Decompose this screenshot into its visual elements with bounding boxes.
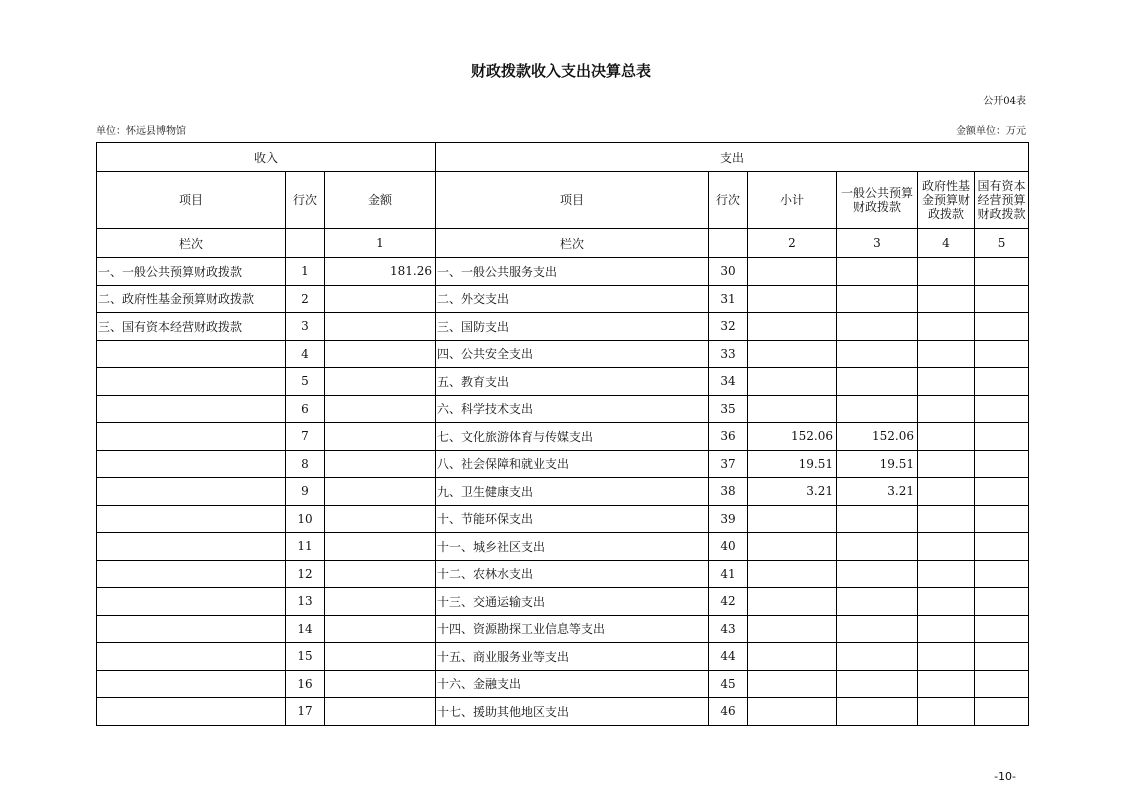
table-row <box>97 313 1029 341</box>
state-capital-cell <box>975 395 1029 423</box>
subtotal-cell <box>748 615 837 643</box>
unit-name: 单位：怀远县博物馆 <box>96 126 186 137</box>
header-row-no: 行次 <box>286 172 325 229</box>
general-budget-cell <box>837 560 918 588</box>
expense-row-no-cell: 46 <box>709 698 748 726</box>
income-item-cell <box>97 670 286 698</box>
expense-row-no-cell: 44 <box>709 643 748 671</box>
state-capital-cell <box>975 505 1029 533</box>
income-item-cell <box>97 395 286 423</box>
income-amount-cell <box>325 340 436 368</box>
general-budget-cell <box>837 368 918 396</box>
expense-item-cell: 十一、城乡社区支出 <box>436 533 709 561</box>
income-item-cell <box>97 560 286 588</box>
state-capital-cell <box>975 340 1029 368</box>
table-body <box>97 258 1029 726</box>
expense-row-no-cell: 45 <box>709 670 748 698</box>
expense-row-no-cell: 37 <box>709 450 748 478</box>
table-row <box>97 285 1029 313</box>
income-row-no-cell: 5 <box>286 368 325 396</box>
col-blank <box>286 229 325 258</box>
income-item-cell <box>97 533 286 561</box>
income-item-cell <box>97 615 286 643</box>
general-budget-cell <box>837 588 918 616</box>
general-budget-cell <box>837 340 918 368</box>
income-amount-cell <box>325 643 436 671</box>
general-budget-cell: 3.21 <box>837 478 918 506</box>
income-amount-cell <box>325 560 436 588</box>
table-row <box>97 698 1029 726</box>
header-amount: 金额 <box>325 172 436 229</box>
expense-item-cell: 八、社会保障和就业支出 <box>436 450 709 478</box>
section-header-row <box>97 143 1029 172</box>
subtotal-cell <box>748 368 837 396</box>
general-budget-cell <box>837 533 918 561</box>
income-row-no-cell: 6 <box>286 395 325 423</box>
income-amount-cell <box>325 368 436 396</box>
table-row <box>97 450 1029 478</box>
column-header-row <box>97 172 1029 229</box>
subtotal-cell: 3.21 <box>748 478 837 506</box>
expense-item-cell: 十七、援助其他地区支出 <box>436 698 709 726</box>
table-row <box>97 258 1029 286</box>
gov-fund-cell <box>918 670 975 698</box>
expense-item-cell: 五、教育支出 <box>436 368 709 396</box>
table-row <box>97 615 1029 643</box>
general-budget-cell <box>837 285 918 313</box>
col-blank <box>709 229 748 258</box>
income-row-no-cell: 13 <box>286 588 325 616</box>
income-item-cell: 二、政府性基金预算财政拨款 <box>97 285 286 313</box>
header-subtotal: 小计 <box>748 172 837 229</box>
subtotal-cell: 152.06 <box>748 423 837 451</box>
table-row <box>97 560 1029 588</box>
budget-table <box>96 142 1029 726</box>
col-1: 1 <box>325 229 436 258</box>
expense-item-cell: 四、公共安全支出 <box>436 340 709 368</box>
expense-row-no-cell: 30 <box>709 258 748 286</box>
gov-fund-cell <box>918 698 975 726</box>
expense-row-no-cell: 34 <box>709 368 748 396</box>
gov-fund-cell <box>918 478 975 506</box>
state-capital-cell <box>975 258 1029 286</box>
general-budget-cell <box>837 698 918 726</box>
income-row-no-cell: 10 <box>286 505 325 533</box>
income-amount-cell <box>325 615 436 643</box>
income-item-cell <box>97 340 286 368</box>
income-row-no-cell: 9 <box>286 478 325 506</box>
expense-row-no-cell: 43 <box>709 615 748 643</box>
income-row-no-cell: 4 <box>286 340 325 368</box>
gov-fund-cell <box>918 285 975 313</box>
income-item-cell <box>97 423 286 451</box>
expense-row-no-cell: 38 <box>709 478 748 506</box>
expense-item-cell: 十四、资源勘探工业信息等支出 <box>436 615 709 643</box>
table-row <box>97 505 1029 533</box>
state-capital-cell <box>975 698 1029 726</box>
state-capital-cell <box>975 670 1029 698</box>
gov-fund-cell <box>918 615 975 643</box>
state-capital-cell <box>975 285 1029 313</box>
income-item-cell <box>97 505 286 533</box>
income-item-cell: 一、一般公共预算财政拨款 <box>97 258 286 286</box>
table-row <box>97 395 1029 423</box>
col-label: 栏次 <box>97 229 286 258</box>
expense-item-cell: 十三、交通运输支出 <box>436 588 709 616</box>
form-code: 公开04表 <box>983 96 1026 107</box>
expense-item-cell: 十六、金融支出 <box>436 670 709 698</box>
table-row <box>97 478 1029 506</box>
gov-fund-cell <box>918 560 975 588</box>
subtotal-cell <box>748 395 837 423</box>
income-amount-cell <box>325 505 436 533</box>
expense-item-cell: 三、国防支出 <box>436 313 709 341</box>
expense-item-cell: 一、一般公共服务支出 <box>436 258 709 286</box>
expense-item-cell: 七、文化旅游体育与传媒支出 <box>436 423 709 451</box>
income-item-cell <box>97 478 286 506</box>
gov-fund-cell <box>918 450 975 478</box>
state-capital-cell <box>975 615 1029 643</box>
expense-row-no-cell: 33 <box>709 340 748 368</box>
income-amount-cell <box>325 670 436 698</box>
col-4: 4 <box>918 229 975 258</box>
state-capital-cell <box>975 560 1029 588</box>
state-capital-cell <box>975 478 1029 506</box>
expense-item-cell: 十二、农林水支出 <box>436 560 709 588</box>
general-budget-cell: 19.51 <box>837 450 918 478</box>
expense-row-no-cell: 35 <box>709 395 748 423</box>
subtotal-cell <box>748 588 837 616</box>
header-state-capital: 国有资本经营预算财政拨款 <box>975 172 1029 229</box>
income-amount-cell <box>325 588 436 616</box>
expense-row-no-cell: 32 <box>709 313 748 341</box>
general-budget-cell <box>837 395 918 423</box>
col-exp-label: 栏次 <box>436 229 709 258</box>
header-gov-fund: 政府性基金预算财政拨款 <box>918 172 975 229</box>
subtotal-cell: 19.51 <box>748 450 837 478</box>
expense-item-cell: 十、节能环保支出 <box>436 505 709 533</box>
state-capital-cell <box>975 313 1029 341</box>
income-amount-cell <box>325 450 436 478</box>
gov-fund-cell <box>918 505 975 533</box>
expense-item-cell: 二、外交支出 <box>436 285 709 313</box>
col-5: 5 <box>975 229 1029 258</box>
table-row <box>97 588 1029 616</box>
income-item-cell: 三、国有资本经营财政拨款 <box>97 313 286 341</box>
gov-fund-cell <box>918 313 975 341</box>
general-budget-cell: 152.06 <box>837 423 918 451</box>
header-exp-row-no: 行次 <box>709 172 748 229</box>
income-item-cell <box>97 588 286 616</box>
gov-fund-cell <box>918 643 975 671</box>
income-amount-cell: 181.26 <box>325 258 436 286</box>
state-capital-cell <box>975 450 1029 478</box>
page-number: -10- <box>994 770 1016 783</box>
general-budget-cell <box>837 615 918 643</box>
column-number-row <box>97 229 1029 258</box>
state-capital-cell <box>975 588 1029 616</box>
income-amount-cell <box>325 313 436 341</box>
gov-fund-cell <box>918 533 975 561</box>
amount-unit: 金额单位：万元 <box>956 126 1026 137</box>
subtotal-cell <box>748 313 837 341</box>
income-amount-cell <box>325 533 436 561</box>
subtotal-cell <box>748 285 837 313</box>
general-budget-cell <box>837 258 918 286</box>
table-row <box>97 340 1029 368</box>
gov-fund-cell <box>918 423 975 451</box>
header-general-budget: 一般公共预算财政拨款 <box>837 172 918 229</box>
header-item: 项目 <box>97 172 286 229</box>
gov-fund-cell <box>918 258 975 286</box>
table-row <box>97 368 1029 396</box>
expense-item-cell: 九、卫生健康支出 <box>436 478 709 506</box>
subtotal-cell <box>748 698 837 726</box>
income-item-cell <box>97 698 286 726</box>
income-row-no-cell: 7 <box>286 423 325 451</box>
income-row-no-cell: 11 <box>286 533 325 561</box>
income-row-no-cell: 16 <box>286 670 325 698</box>
expense-section-header: 支出 <box>436 143 1029 172</box>
table-row <box>97 670 1029 698</box>
expense-item-cell: 十五、商业服务业等支出 <box>436 643 709 671</box>
income-row-no-cell: 2 <box>286 285 325 313</box>
gov-fund-cell <box>918 368 975 396</box>
income-amount-cell <box>325 395 436 423</box>
income-item-cell <box>97 643 286 671</box>
income-amount-cell <box>325 698 436 726</box>
expense-row-no-cell: 41 <box>709 560 748 588</box>
expense-row-no-cell: 39 <box>709 505 748 533</box>
expense-item-cell: 六、科学技术支出 <box>436 395 709 423</box>
state-capital-cell <box>975 423 1029 451</box>
state-capital-cell <box>975 533 1029 561</box>
subtotal-cell <box>748 533 837 561</box>
general-budget-cell <box>837 670 918 698</box>
state-capital-cell <box>975 368 1029 396</box>
subtotal-cell <box>748 340 837 368</box>
subtotal-cell <box>748 258 837 286</box>
table-row <box>97 423 1029 451</box>
income-row-no-cell: 12 <box>286 560 325 588</box>
table-row <box>97 643 1029 671</box>
state-capital-cell <box>975 643 1029 671</box>
income-amount-cell <box>325 478 436 506</box>
expense-row-no-cell: 40 <box>709 533 748 561</box>
subtotal-cell <box>748 505 837 533</box>
income-amount-cell <box>325 285 436 313</box>
col-3: 3 <box>837 229 918 258</box>
subtotal-cell <box>748 643 837 671</box>
col-2: 2 <box>748 229 837 258</box>
gov-fund-cell <box>918 588 975 616</box>
expense-row-no-cell: 42 <box>709 588 748 616</box>
income-row-no-cell: 14 <box>286 615 325 643</box>
income-row-no-cell: 17 <box>286 698 325 726</box>
income-item-cell <box>97 450 286 478</box>
gov-fund-cell <box>918 340 975 368</box>
page-title: 财政拨款收入支出决算总表 <box>470 62 651 80</box>
income-row-no-cell: 1 <box>286 258 325 286</box>
subtotal-cell <box>748 560 837 588</box>
income-item-cell <box>97 368 286 396</box>
subtotal-cell <box>748 670 837 698</box>
income-section-header: 收入 <box>97 143 436 172</box>
header-exp-item: 项目 <box>436 172 709 229</box>
gov-fund-cell <box>918 395 975 423</box>
expense-row-no-cell: 31 <box>709 285 748 313</box>
general-budget-cell <box>837 643 918 671</box>
table-row <box>97 533 1029 561</box>
expense-row-no-cell: 36 <box>709 423 748 451</box>
income-amount-cell <box>325 423 436 451</box>
general-budget-cell <box>837 313 918 341</box>
income-row-no-cell: 3 <box>286 313 325 341</box>
income-row-no-cell: 15 <box>286 643 325 671</box>
general-budget-cell <box>837 505 918 533</box>
income-row-no-cell: 8 <box>286 450 325 478</box>
